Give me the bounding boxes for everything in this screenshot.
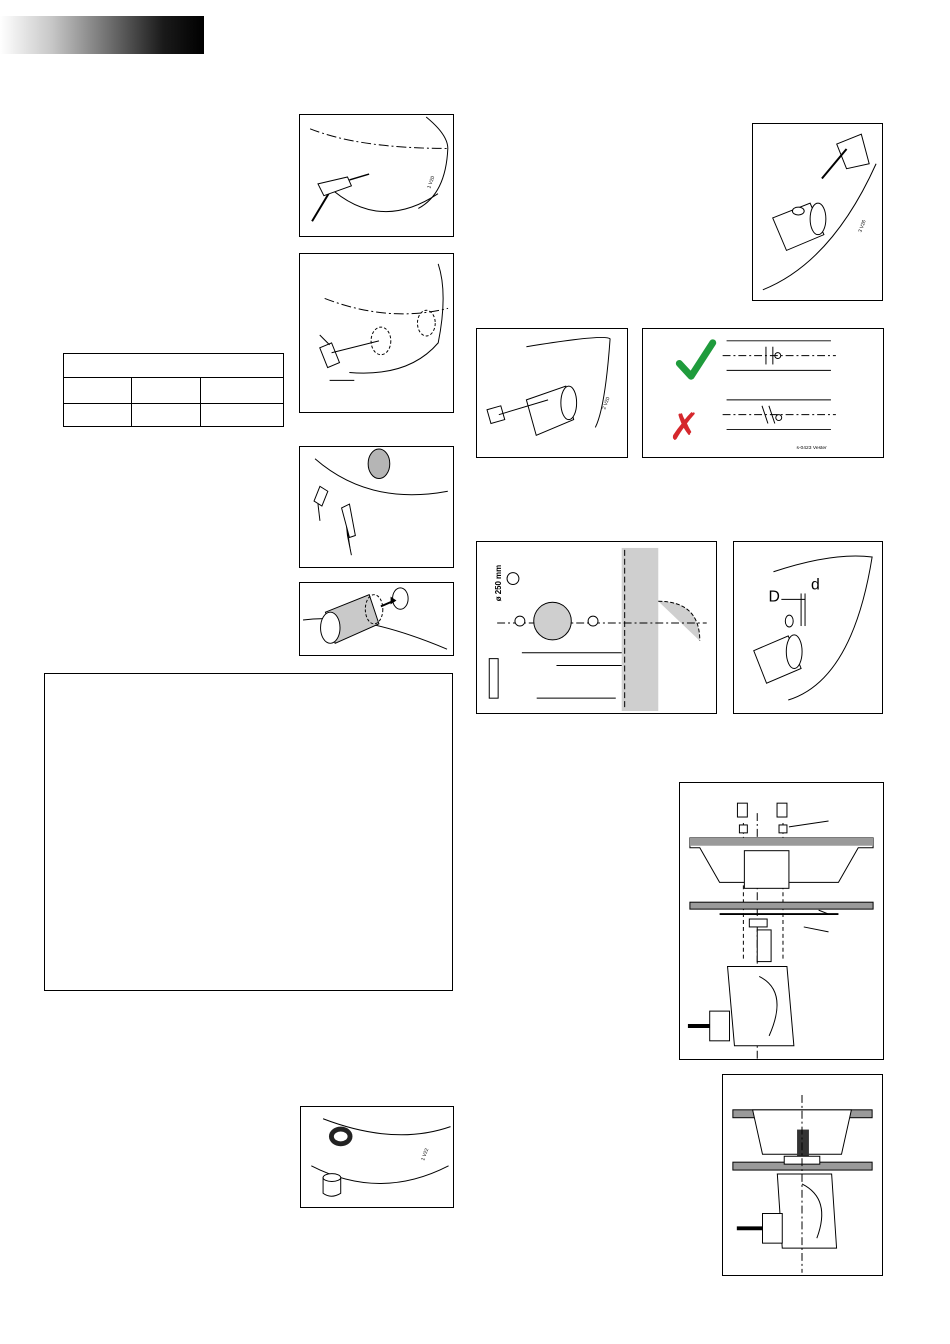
table-cell (201, 403, 284, 426)
label-d: d (810, 576, 820, 594)
figure-pen-marking (752, 123, 883, 301)
figure-stamp: 1 V20 (427, 175, 437, 190)
notice-box (44, 673, 453, 991)
figure-cup (300, 1106, 454, 1208)
figure-exploded-mounting (679, 782, 884, 1060)
figure-sanding (299, 446, 454, 568)
figure-caption: s-0423 Vester (796, 446, 827, 452)
check-icon (679, 343, 712, 376)
table-cell (64, 378, 132, 403)
header-bar (0, 16, 204, 54)
figure-drilling-template (476, 541, 717, 714)
table-cell (132, 378, 201, 403)
figure-assembled-mounting (722, 1074, 883, 1276)
table-cell (64, 403, 132, 426)
figure-stamp: 1 V22 (421, 1147, 431, 1162)
figure-stamp: 2 V20 (602, 396, 612, 411)
figure-stamp: 3 V26 (858, 219, 868, 234)
table-cell (201, 378, 284, 403)
table-cell (132, 403, 201, 426)
figure-alignment-check (642, 328, 884, 458)
figure-tube-insert (299, 582, 454, 656)
template-diameter: ø 250 mm (494, 564, 504, 602)
figure-marking-hole (299, 253, 454, 413)
specification-table (63, 353, 284, 427)
figure-hole-dimensions (733, 541, 883, 714)
cross-icon: ✗ (668, 404, 700, 449)
figure-drilling-pilot-hole (299, 114, 454, 237)
table-header-cell (64, 354, 284, 378)
figure-template-placement (476, 328, 628, 458)
label-D: D (768, 588, 780, 606)
